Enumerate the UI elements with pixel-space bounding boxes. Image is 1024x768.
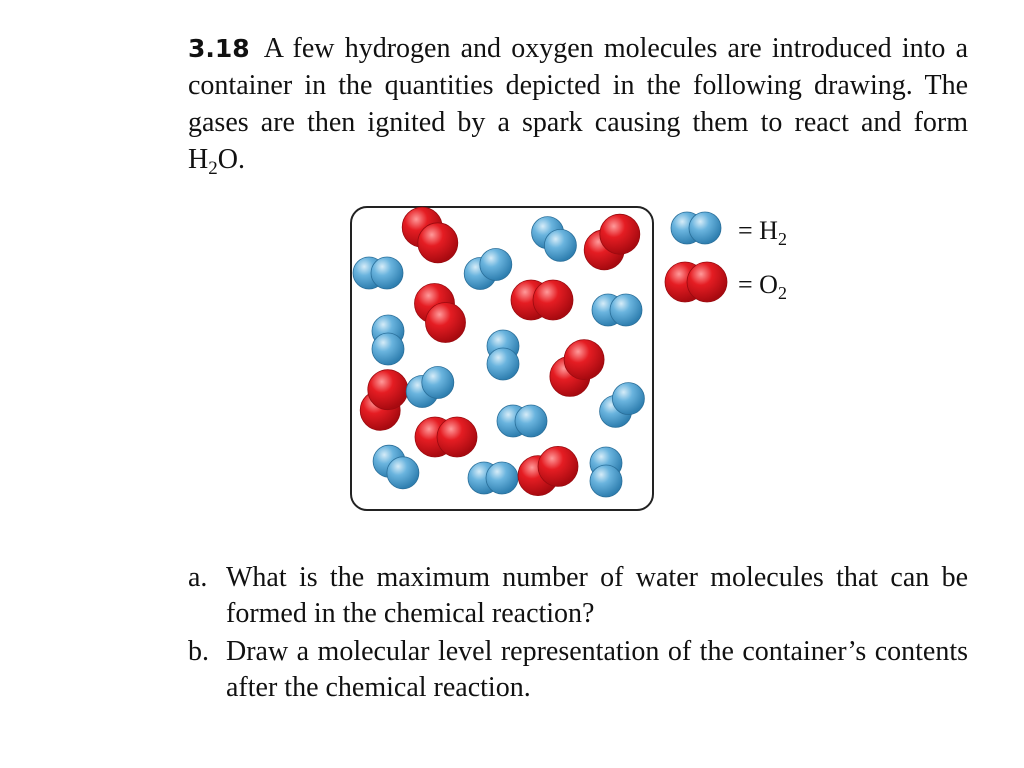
hydrogen-molecule-icon-shape (671, 212, 721, 244)
molecule-diagram (340, 195, 820, 515)
question-letter: a. (188, 562, 208, 593)
oxygen-molecule-icon-shape (665, 262, 727, 302)
legend-h2-label: = $H_2$ (738, 216, 787, 249)
hydrogen-molecule (592, 294, 642, 326)
problem-number: 3.18 (188, 34, 250, 63)
oxygen-molecule-icon (665, 262, 727, 302)
problem-text-end: O. (217, 144, 245, 175)
oxygen-molecule (511, 280, 573, 320)
legend-o2-label: = $O_2$ (738, 270, 787, 303)
hydrogen-molecule (468, 462, 518, 494)
oxygen-molecule (415, 417, 477, 457)
question-a (188, 560, 968, 632)
hydrogen-molecule (487, 330, 519, 380)
question-b (188, 634, 968, 706)
legend (665, 212, 787, 303)
question-letter: b. (188, 636, 209, 667)
question-text: Draw a molecular level representation of the container’s contents after the chemical reaction. (226, 636, 968, 703)
hydrogen-molecule (590, 447, 622, 497)
formula-subscript: 2 (208, 158, 218, 179)
hydrogen-molecule (372, 315, 404, 365)
problem-text: A few hydrogen and oxygen molecules are introduced into a container in the quantities depicted in the following drawing. The gases are then ignited by a spark causing them to react and form H (188, 33, 968, 175)
question-text: What is the maximum number of water molecules that can be formed in the chemical reaction? (226, 562, 968, 629)
hydrogen-molecule-icon (671, 212, 721, 244)
problem-statement (188, 30, 968, 178)
questions-list (188, 560, 968, 708)
hydrogen-molecule (497, 405, 547, 437)
hydrogen-molecule (353, 257, 403, 289)
